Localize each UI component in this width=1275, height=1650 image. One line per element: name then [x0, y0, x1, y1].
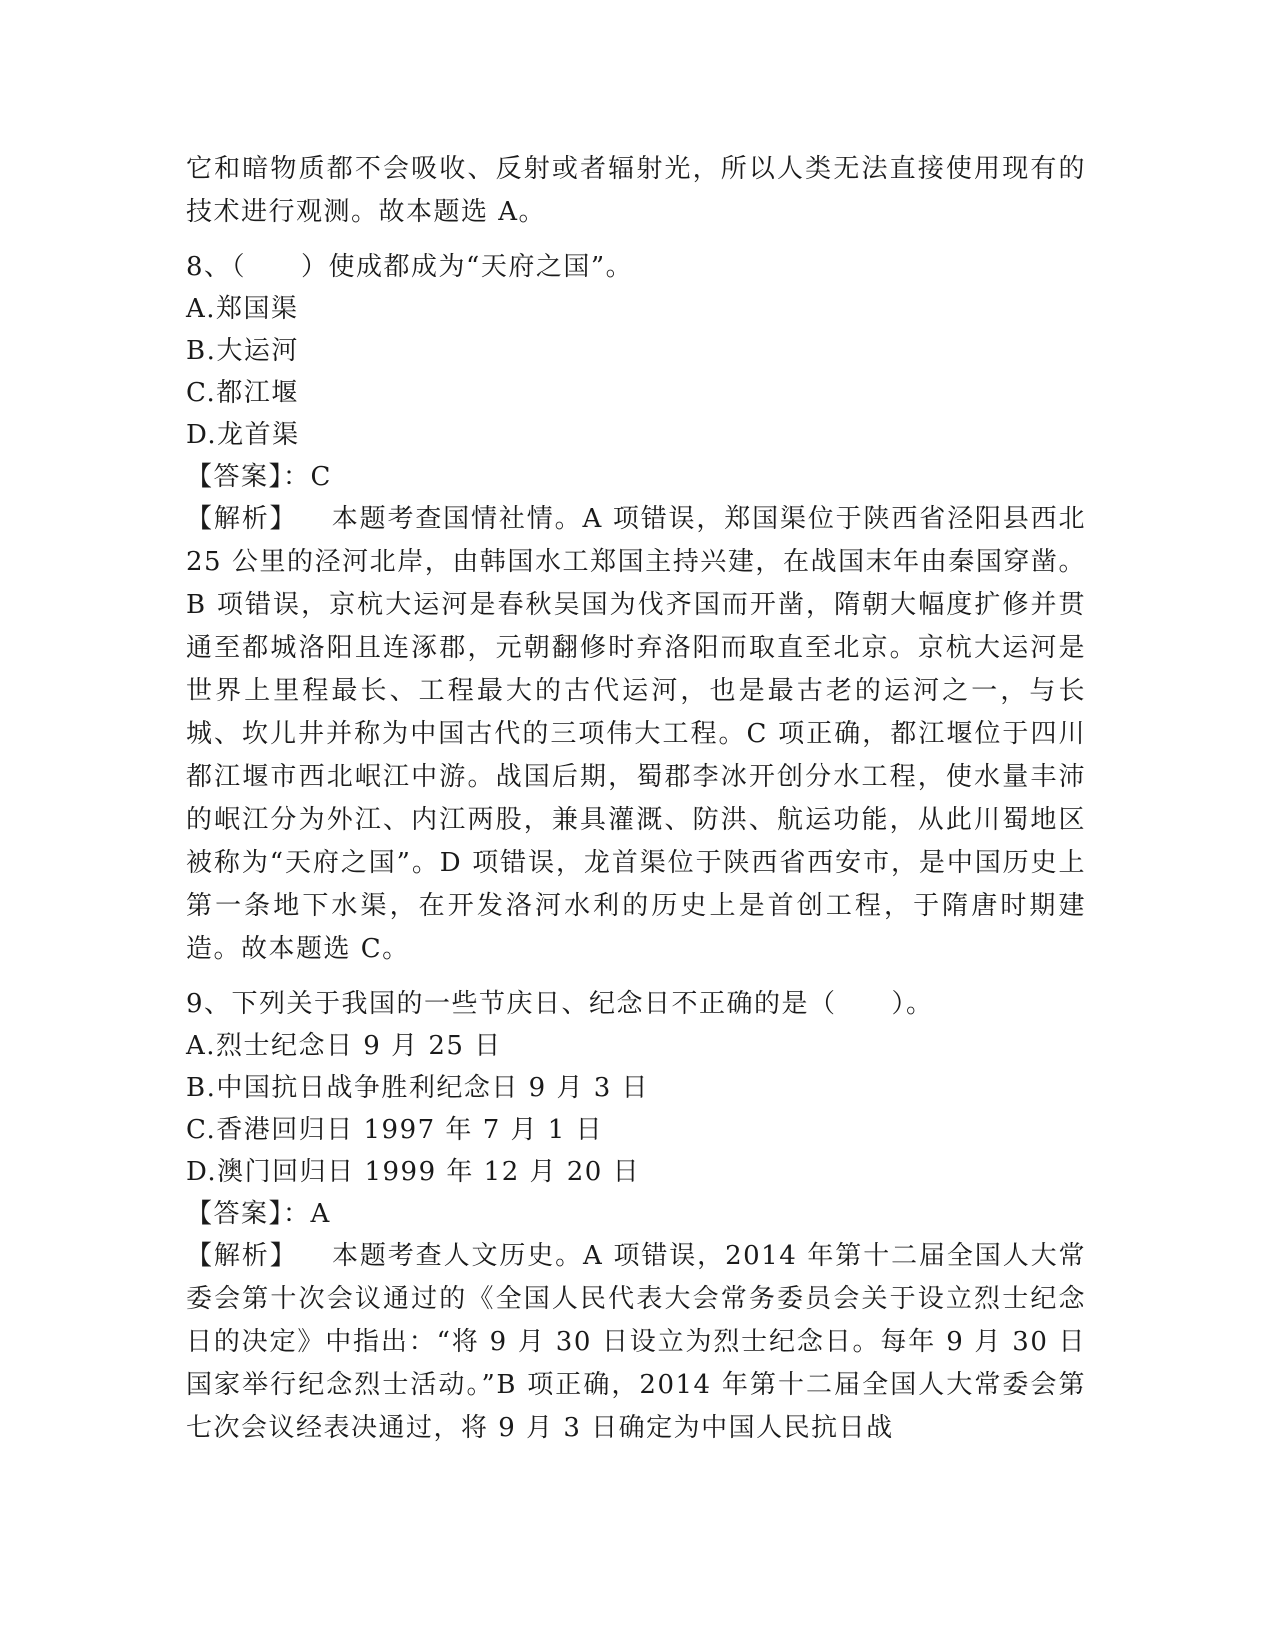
document-page: [186, 148, 1086, 1450]
option-d: D.龙首渠: [186, 420, 300, 450]
question-title: 9、下列关于我国的一些节庆日、纪念日不正确的是（ ）。: [186, 989, 934, 1019]
analysis-paragraph: [186, 498, 1086, 971]
option-a: A.烈士纪念日 9 月 25 日: [186, 1031, 502, 1061]
option-c: C.香港回归日 1997 年 7 月 1 日: [186, 1115, 604, 1145]
intro-paragraph: 它和暗物质都不会吸收、反射或者辐射光，所以人类无法直接使用现有的技术进行观测。故本题选 A。: [186, 154, 1086, 227]
option-b: B.大运河: [186, 336, 299, 366]
option-b: B.中国抗日战争胜利纪念日 9 月 3 日: [186, 1073, 650, 1103]
question-9: [186, 983, 1086, 1450]
option-d: D.澳门回归日 1999 年 12 月 20 日: [186, 1157, 641, 1187]
analysis-text: 本题考查国情社情。A 项错误，郑国渠位于陕西省泾阳县西北 25 公里的泾河北岸，由韩国水工郑国主持兴建，在战国末年由秦国穿凿。B 项错误，京杭大运河是春秋吴国为伐齐国而开凿，隋朝大幅度扩修并贯通至都城洛阳且连涿郡，元朝翻修时弃洛阳而取直至北京。京杭大运河是世界上里程最长、工程最大的古代运河，也是最古老的运河之一，与长城、坎儿井并称为中国古代的三项伟大工程。C 项正确，都江堰位于四川都江堰市西北岷江中游。战国后期，蜀郡李冰开创分水工程，使水量丰沛的岷江分为外江、内江两股，兼具灌溉、防洪、航运功能，从此川蜀地区被称为“天府之国”。D 项错误，龙首渠位于陕西省西安市，是中国历史上第一条地下水渠，在开发洛河水利的历史上是首创工程，于隋唐时期建造。故本题选 C。: [186, 504, 1086, 964]
answer-line: 【答案】：C: [186, 462, 332, 492]
question-8: [186, 246, 1086, 971]
option-a: A.郑国渠: [186, 294, 299, 324]
analysis-label: 【解析】: [186, 1241, 298, 1271]
answer-line: 【答案】：A: [186, 1199, 331, 1229]
question-title: 8、（ ）使成都成为“天府之国”。: [186, 252, 634, 282]
option-c: C.都江堰: [186, 378, 299, 408]
analysis-paragraph: [186, 1235, 1086, 1450]
analysis-label: 【解析】: [186, 504, 298, 534]
analysis-text: 本题考查人文历史。A 项错误，2014 年第十二届全国人大常委会第十次会议通过的《全国人民代表大会常务委员会关于设立烈士纪念日的决定》中指出：“将 9 月 30 日设立为烈士纪念日。每年 9 月 30 日国家举行纪念烈士活动。”B 项正确，2014 年第十二届全国人大常委会第七次会议经表决通过，将 9 月 3 日确定为中国人民抗日战: [186, 1241, 1086, 1443]
